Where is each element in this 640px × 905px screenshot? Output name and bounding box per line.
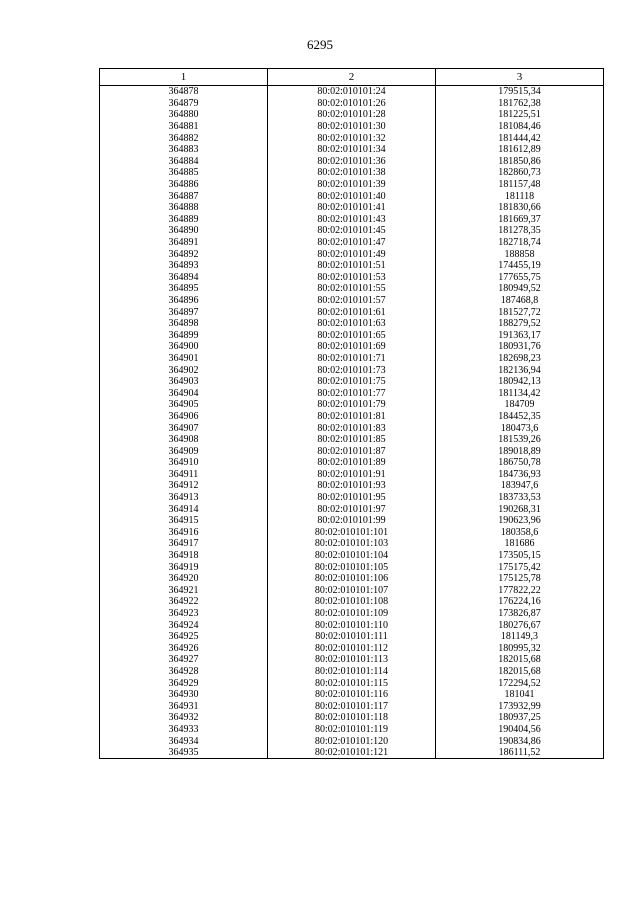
cadastral-number-cell: 80:02:010101:55 [268,283,436,295]
value-cell: 181225,51 [436,109,604,121]
table-row [100,573,604,585]
table-row [100,376,604,388]
table-row [100,666,604,678]
table-row [100,121,604,133]
table-row [100,156,604,168]
cadastral-number-cell: 80:02:010101:119 [268,724,436,736]
value-cell: 180942,13 [436,376,604,388]
cadastral-number-cell: 80:02:010101:120 [268,735,436,747]
value-cell: 187468,8 [436,295,604,307]
cadastral-number-cell: 80:02:010101:117 [268,700,436,712]
table-row [100,202,604,214]
value-cell: 191363,17 [436,329,604,341]
table-row [100,399,604,411]
row-number-cell: 364908 [100,434,268,446]
row-number-cell: 364930 [100,689,268,701]
cadastral-number-cell: 80:02:010101:40 [268,190,436,202]
cadastral-number-cell: 80:02:010101:115 [268,677,436,689]
row-number-cell: 364924 [100,619,268,631]
cadastral-number-cell: 80:02:010101:91 [268,469,436,481]
row-number-cell: 364935 [100,747,268,759]
value-cell: 181149,3 [436,631,604,643]
value-cell: 186750,78 [436,457,604,469]
page-number: 6295 [307,37,333,52]
value-cell: 175175,42 [436,561,604,573]
cadastral-number-cell: 80:02:010101:110 [268,619,436,631]
cadastral-number-cell: 80:02:010101:81 [268,411,436,423]
value-cell: 182698,23 [436,353,604,365]
value-cell: 181444,42 [436,132,604,144]
cadastral-number-cell: 80:02:010101:114 [268,666,436,678]
table-row [100,179,604,191]
table-header-row [100,69,604,86]
row-number-cell: 364891 [100,237,268,249]
row-number-cell: 364909 [100,445,268,457]
row-number-cell: 364928 [100,666,268,678]
value-cell: 181157,48 [436,179,604,191]
row-number-cell: 364929 [100,677,268,689]
cadastral-number-cell: 80:02:010101:99 [268,515,436,527]
row-number-cell: 364933 [100,724,268,736]
row-number-cell: 364889 [100,214,268,226]
table-row [100,735,604,747]
row-number-cell: 364912 [100,480,268,492]
value-cell: 190623,96 [436,515,604,527]
cadastral-number-cell: 80:02:010101:69 [268,341,436,353]
table-row [100,248,604,260]
cadastral-number-cell: 80:02:010101:113 [268,654,436,666]
cadastral-number-cell: 80:02:010101:73 [268,364,436,376]
row-number-cell: 364932 [100,712,268,724]
value-cell: 181686 [436,538,604,550]
row-number-cell: 364904 [100,387,268,399]
value-cell: 181527,72 [436,306,604,318]
cadastral-number-cell: 80:02:010101:101 [268,527,436,539]
row-number-cell: 364903 [100,376,268,388]
value-cell: 184452,35 [436,411,604,423]
value-cell: 181830,66 [436,202,604,214]
table-row [100,480,604,492]
cadastral-number-cell: 80:02:010101:85 [268,434,436,446]
table-row [100,503,604,515]
row-number-cell: 364934 [100,735,268,747]
cadastral-number-cell: 80:02:010101:103 [268,538,436,550]
cadastral-number-cell: 80:02:010101:75 [268,376,436,388]
table-row [100,596,604,608]
value-cell: 183947,6 [436,480,604,492]
row-number-cell: 364931 [100,700,268,712]
value-cell: 181850,86 [436,156,604,168]
row-number-cell: 364917 [100,538,268,550]
row-number-cell: 364907 [100,422,268,434]
table-row [100,515,604,527]
cadastral-number-cell: 80:02:010101:43 [268,214,436,226]
row-number-cell: 364894 [100,272,268,284]
table-row [100,689,604,701]
column-header-1: 1 [100,69,268,86]
value-cell: 184709 [436,399,604,411]
cadastral-number-cell: 80:02:010101:36 [268,156,436,168]
cadastral-number-cell: 80:02:010101:30 [268,121,436,133]
table-row [100,608,604,620]
row-number-cell: 364900 [100,341,268,353]
row-number-cell: 364878 [100,86,268,98]
row-number-cell: 364884 [100,156,268,168]
row-number-cell: 364888 [100,202,268,214]
column-header-3: 3 [436,69,604,86]
row-number-cell: 364886 [100,179,268,191]
cadastral-number-cell: 80:02:010101:24 [268,86,436,98]
cadastral-number-cell: 80:02:010101:93 [268,480,436,492]
cadastral-number-cell: 80:02:010101:38 [268,167,436,179]
cadastral-number-cell: 80:02:010101:118 [268,712,436,724]
cadastral-number-cell: 80:02:010101:47 [268,237,436,249]
value-cell: 173826,87 [436,608,604,620]
table-row [100,527,604,539]
value-cell: 182718,74 [436,237,604,249]
table-row [100,724,604,736]
value-cell: 181539,26 [436,434,604,446]
table-row [100,561,604,573]
value-cell: 180473,6 [436,422,604,434]
registry-table [99,68,604,759]
value-cell: 173505,15 [436,550,604,562]
table-row [100,98,604,110]
table-row [100,411,604,423]
table-row [100,329,604,341]
value-cell: 180995,32 [436,643,604,655]
row-number-cell: 364916 [100,527,268,539]
value-cell: 177655,75 [436,272,604,284]
row-number-cell: 364927 [100,654,268,666]
table-row [100,283,604,295]
table-row [100,132,604,144]
row-number-cell: 364911 [100,469,268,481]
row-number-cell: 364890 [100,225,268,237]
table-row [100,619,604,631]
value-cell: 180937,25 [436,712,604,724]
value-cell: 179515,34 [436,86,604,98]
value-cell: 190404,56 [436,724,604,736]
value-cell: 181041 [436,689,604,701]
cadastral-number-cell: 80:02:010101:63 [268,318,436,330]
cadastral-number-cell: 80:02:010101:87 [268,445,436,457]
row-number-cell: 364883 [100,144,268,156]
row-number-cell: 364913 [100,492,268,504]
row-number-cell: 364879 [100,98,268,110]
value-cell: 181134,42 [436,387,604,399]
row-number-cell: 364895 [100,283,268,295]
row-number-cell: 364880 [100,109,268,121]
table-row [100,144,604,156]
cadastral-number-cell: 80:02:010101:112 [268,643,436,655]
row-number-cell: 364918 [100,550,268,562]
cadastral-number-cell: 80:02:010101:104 [268,550,436,562]
row-number-cell: 364915 [100,515,268,527]
cadastral-number-cell: 80:02:010101:34 [268,144,436,156]
table-row [100,260,604,272]
cadastral-number-cell: 80:02:010101:109 [268,608,436,620]
table-row [100,747,604,759]
value-cell: 175125,78 [436,573,604,585]
row-number-cell: 364892 [100,248,268,260]
value-cell: 182015,68 [436,666,604,678]
cadastral-number-cell: 80:02:010101:97 [268,503,436,515]
cadastral-number-cell: 80:02:010101:41 [268,202,436,214]
row-number-cell: 364926 [100,643,268,655]
row-number-cell: 364885 [100,167,268,179]
table-row [100,585,604,597]
row-number-cell: 364902 [100,364,268,376]
row-number-cell: 364914 [100,503,268,515]
value-cell: 180949,52 [436,283,604,295]
cadastral-number-cell: 80:02:010101:95 [268,492,436,504]
table-row [100,700,604,712]
table-row [100,387,604,399]
cadastral-number-cell: 80:02:010101:51 [268,260,436,272]
row-number-cell: 364922 [100,596,268,608]
table-row [100,492,604,504]
row-number-cell: 364896 [100,295,268,307]
cadastral-number-cell: 80:02:010101:53 [268,272,436,284]
table-row [100,295,604,307]
column-header-2: 2 [268,69,436,86]
value-cell: 188279,52 [436,318,604,330]
cadastral-number-cell: 80:02:010101:83 [268,422,436,434]
cadastral-number-cell: 80:02:010101:116 [268,689,436,701]
value-cell: 181278,35 [436,225,604,237]
cadastral-number-cell: 80:02:010101:71 [268,353,436,365]
row-number-cell: 364905 [100,399,268,411]
table-row [100,677,604,689]
table-row [100,538,604,550]
value-cell: 190268,31 [436,503,604,515]
table-row [100,550,604,562]
table-row [100,167,604,179]
value-cell: 180931,76 [436,341,604,353]
value-cell: 182860,73 [436,167,604,179]
row-number-cell: 364921 [100,585,268,597]
value-cell: 177822,22 [436,585,604,597]
table-row [100,190,604,202]
cadastral-number-cell: 80:02:010101:89 [268,457,436,469]
value-cell: 184736,93 [436,469,604,481]
value-cell: 181612,89 [436,144,604,156]
value-cell: 181118 [436,190,604,202]
cadastral-number-cell: 80:02:010101:49 [268,248,436,260]
cadastral-number-cell: 80:02:010101:111 [268,631,436,643]
table-body [100,86,604,759]
row-number-cell: 364893 [100,260,268,272]
row-number-cell: 364920 [100,573,268,585]
row-number-cell: 364897 [100,306,268,318]
table-row [100,631,604,643]
value-cell: 183733,53 [436,492,604,504]
table-row [100,86,604,98]
table-row [100,341,604,353]
table-row [100,214,604,226]
table-row [100,109,604,121]
table-row [100,306,604,318]
value-cell: 190834,86 [436,735,604,747]
row-number-cell: 364910 [100,457,268,469]
value-cell: 186111,52 [436,747,604,759]
cadastral-number-cell: 80:02:010101:79 [268,399,436,411]
table-row [100,353,604,365]
table-row [100,364,604,376]
table-row [100,225,604,237]
cadastral-number-cell: 80:02:010101:106 [268,573,436,585]
cadastral-number-cell: 80:02:010101:121 [268,747,436,759]
table-row [100,445,604,457]
table-row [100,712,604,724]
value-cell: 173932,99 [436,700,604,712]
table-row [100,272,604,284]
table-row [100,318,604,330]
table-row [100,654,604,666]
row-number-cell: 364898 [100,318,268,330]
table-row [100,457,604,469]
cadastral-number-cell: 80:02:010101:28 [268,109,436,121]
table-row [100,237,604,249]
table-row [100,643,604,655]
cadastral-number-cell: 80:02:010101:77 [268,387,436,399]
row-number-cell: 364925 [100,631,268,643]
value-cell: 180358,6 [436,527,604,539]
value-cell: 180276,67 [436,619,604,631]
value-cell: 182015,68 [436,654,604,666]
value-cell: 182136,94 [436,364,604,376]
table-row [100,469,604,481]
row-number-cell: 364923 [100,608,268,620]
row-number-cell: 364899 [100,329,268,341]
row-number-cell: 364882 [100,132,268,144]
cadastral-number-cell: 80:02:010101:26 [268,98,436,110]
value-cell: 189018,89 [436,445,604,457]
table-row [100,434,604,446]
cadastral-number-cell: 80:02:010101:32 [268,132,436,144]
cadastral-number-cell: 80:02:010101:45 [268,225,436,237]
value-cell: 188858 [436,248,604,260]
cadastral-number-cell: 80:02:010101:105 [268,561,436,573]
cadastral-number-cell: 80:02:010101:39 [268,179,436,191]
cadastral-number-cell: 80:02:010101:57 [268,295,436,307]
value-cell: 172294,52 [436,677,604,689]
row-number-cell: 364887 [100,190,268,202]
value-cell: 174455,19 [436,260,604,272]
row-number-cell: 364919 [100,561,268,573]
cadastral-number-cell: 80:02:010101:61 [268,306,436,318]
value-cell: 181669,37 [436,214,604,226]
row-number-cell: 364906 [100,411,268,423]
cadastral-number-cell: 80:02:010101:107 [268,585,436,597]
row-number-cell: 364901 [100,353,268,365]
row-number-cell: 364881 [100,121,268,133]
value-cell: 176224,16 [436,596,604,608]
value-cell: 181762,38 [436,98,604,110]
cadastral-number-cell: 80:02:010101:108 [268,596,436,608]
table-row [100,422,604,434]
cadastral-number-cell: 80:02:010101:65 [268,329,436,341]
value-cell: 181084,46 [436,121,604,133]
